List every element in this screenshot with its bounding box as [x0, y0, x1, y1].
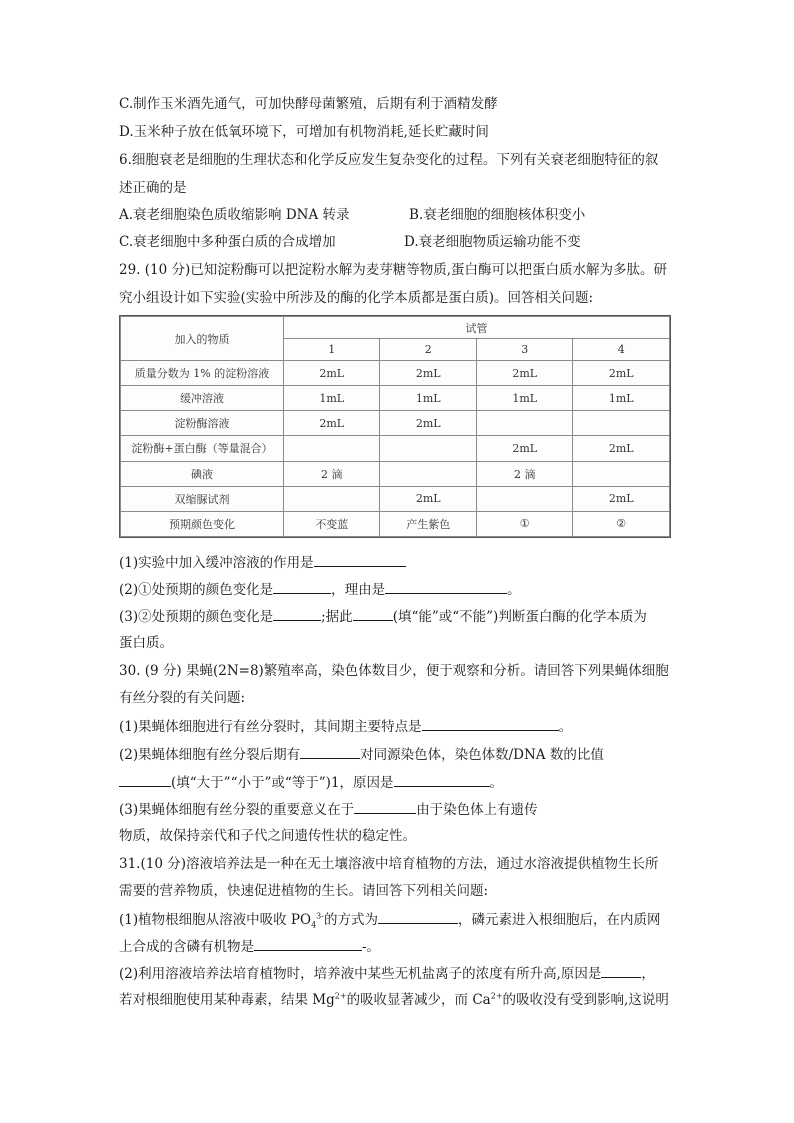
answer-blank[interactable]	[273, 607, 321, 621]
q30-part1-text: (1)果蝇体细胞进行有丝分裂时，其间期主要特点是	[119, 719, 422, 735]
table-row	[121, 486, 670, 511]
q31-part1-text: ，磷元素进入根细胞后，在内质网	[457, 912, 661, 928]
table-cell: 2mL	[476, 361, 572, 386]
answer-blank[interactable]	[353, 607, 393, 621]
q30-part3-text: 由于染色体上有遗传	[416, 802, 538, 818]
table-cell: 2mL	[476, 436, 572, 461]
answer-blank[interactable]	[385, 580, 507, 594]
q29-part3-text: (填“能”或“不能”)判断蛋白酶的化学本质为	[392, 609, 647, 625]
q29-part2	[119, 580, 521, 599]
superscript: 3-	[316, 911, 324, 921]
q31-part2-text: 的吸收没有受到影响,这说明	[502, 992, 669, 1008]
q31-part1-cont	[119, 937, 380, 956]
q29-stem-line2: 究小组设计如下实验(实验中所涉及的酶的化学本质都是蛋白质)。回答相关问题:	[119, 290, 594, 306]
table-row	[121, 511, 670, 536]
table-cell: 2mL	[284, 361, 380, 386]
q31-part2-text: (2)利用溶液培养法培育植物时，培养液中某些无机盐离子的浓度有所升高,原因是	[119, 966, 602, 982]
q31-stem-line2: 需要的营养物质，快速促进植物的生长。请回答下列相关问题:	[119, 883, 489, 899]
table-cell	[573, 461, 670, 486]
table-cell: 2mL	[573, 436, 670, 461]
table-cell: 不变蓝	[284, 511, 380, 536]
q30-part3	[119, 800, 538, 819]
table-cell: 2 滴	[284, 461, 380, 486]
q29-part3	[119, 607, 647, 626]
tube-header: 3	[476, 339, 572, 361]
q30-part1	[119, 717, 572, 736]
q31-part1-text: 的方式为	[323, 912, 378, 928]
q29-part3-text: ;据此	[321, 609, 353, 625]
answer-blank[interactable]	[394, 773, 490, 787]
table-cell: ②	[573, 511, 670, 536]
q29-part1-text: (1)实验中加入缓冲溶液的作用是	[119, 555, 314, 571]
answer-blank[interactable]	[354, 800, 416, 814]
row-label: 质量分数为 1% 的淀粉溶液	[121, 361, 284, 386]
answer-blank[interactable]	[119, 773, 171, 787]
subscript: 4	[311, 920, 317, 930]
answer-blank[interactable]	[378, 910, 458, 924]
q31-part2-text: 的吸收显著减少，而 Ca	[346, 992, 491, 1008]
table-corner-label: 加入的物质	[121, 317, 284, 361]
table-cell: 1mL	[380, 386, 476, 411]
table-cell: 2mL	[380, 411, 476, 436]
table-row	[121, 386, 670, 411]
table-group-header: 试管	[284, 317, 670, 339]
table-cell: ①	[476, 511, 572, 536]
q29-part3-text: (3)②处预期的颜色变化是	[119, 609, 274, 625]
q30-part2-text: 对同源染色体，染色体数/DNA 数的比值	[360, 747, 604, 763]
q6-option-d: D.衰老细胞物质运输功能不变	[404, 234, 581, 250]
q31-part2-text: ，	[641, 966, 655, 982]
q29-part2-text: (2)①处预期的颜色变化是	[119, 582, 274, 598]
q30-part2-text: (填“大于”“小于”或“等于”)1，原因是	[171, 775, 394, 791]
row-label: 双缩脲试剂	[121, 486, 284, 511]
q29-part2-text: 。	[507, 582, 521, 598]
tube-header: 4	[573, 339, 670, 361]
answer-blank[interactable]	[273, 580, 331, 594]
q31-part1	[119, 910, 660, 929]
option-c: C.制作玉米酒先通气，可加快酵母菌繁殖，后期有利于酒精发酵	[119, 96, 498, 112]
q6-stem-line2: 述正确的是	[119, 180, 187, 196]
q29-part3-cont: 蛋白质。	[119, 635, 173, 651]
table-cell: 2mL	[573, 361, 670, 386]
answer-blank[interactable]	[300, 745, 360, 759]
table-row	[121, 436, 670, 461]
row-label: 碘液	[121, 461, 284, 486]
q30-part3-text: (3)果蝇体细胞有丝分裂的重要意义在于	[119, 802, 355, 818]
table-cell: 2 滴	[476, 461, 572, 486]
row-label: 淀粉酶+蛋白酶（等量混合）	[121, 436, 284, 461]
q31-part2	[119, 964, 655, 983]
answer-blank[interactable]	[422, 717, 559, 731]
q30-part3-cont: 物质，故保持亲代和子代之间遗传性状的稳定性。	[119, 828, 416, 844]
q6-stem-line1: 6.细胞衰老是细胞的生理状态和化学反应发生复杂变化的过程。下列有关衰老细胞特征的叙	[119, 152, 659, 168]
superscript: 2+	[334, 991, 347, 1001]
table-row	[121, 361, 670, 386]
q6-option-c: C.衰老细胞中多种蛋白质的合成增加	[119, 234, 336, 250]
table-cell	[284, 486, 380, 511]
answer-blank[interactable]	[601, 964, 641, 978]
q6-option-b: B.衰老细胞的细胞核体积变小	[409, 207, 586, 223]
table-cell	[476, 486, 572, 511]
table-row	[121, 461, 670, 486]
row-label: 缓冲溶液	[121, 386, 284, 411]
q30-part2-text: (2)果蝇体细胞有丝分裂后期有	[119, 747, 301, 763]
table-cell: 1mL	[284, 386, 380, 411]
q31-stem-line1: 31.(10 分)溶液培养法是一种在无土壤溶液中培育植物的方法，通过水溶液提供植物生长所	[119, 856, 659, 872]
q30-part2-text: 。	[489, 775, 504, 791]
row-label: 预期颜色变化	[121, 511, 284, 536]
q29-stem-line1: 29. (10 分)已知淀粉酶可以把淀粉水解为麦芽糖等物质,蛋白酶可以把蛋白质水解为多肽。研	[119, 262, 668, 278]
q31-part1-text: -。	[362, 939, 381, 955]
q30-stem-line2: 有丝分裂的有关问题:	[119, 690, 246, 706]
table-cell: 2mL	[380, 361, 476, 386]
experiment-table	[119, 315, 671, 538]
table-row	[121, 411, 670, 436]
q30-part1-text: 。	[558, 719, 573, 735]
table-cell	[380, 436, 476, 461]
table-cell	[380, 461, 476, 486]
table-cell	[573, 411, 670, 436]
q30-stem-line1: 30. (9 分) 果蝇(2N=8)繁殖率高，染色体数目少，便于观察和分析。请回答下列果蝇体细胞	[119, 663, 669, 679]
q31-part2-cont	[119, 991, 669, 1009]
table-cell: 1mL	[476, 386, 572, 411]
superscript: 2+	[490, 991, 503, 1001]
q31-part1-text: (1)植物根细胞从溶液中吸收 PO	[119, 912, 312, 928]
q30-part2	[119, 745, 604, 764]
answer-blank[interactable]	[254, 937, 362, 951]
tube-header: 1	[284, 339, 380, 361]
table-cell: 2mL	[573, 486, 670, 511]
table-cell: 产生紫色	[380, 511, 476, 536]
q30-part2-cont	[119, 773, 503, 792]
q31-part1-text: 上合成的含磷有机物是	[119, 939, 254, 955]
table-cell: 1mL	[573, 386, 670, 411]
answer-blank[interactable]	[314, 553, 406, 567]
table-cell: 2mL	[380, 486, 476, 511]
table-cell: 2mL	[284, 411, 380, 436]
q31-part2-text: 若对根细胞使用某种毒素，结果 Mg	[119, 992, 335, 1008]
q29-part1	[119, 553, 406, 572]
q29-part2-text: ，理由是	[331, 582, 386, 598]
option-d: D.玉米种子放在低氧环境下，可增加有机物消耗,延长贮藏时间	[119, 124, 489, 140]
table-cell	[476, 411, 572, 436]
table-cell	[284, 436, 380, 461]
q6-option-a: A.衰老细胞染色质收缩影响 DNA 转录	[119, 207, 350, 223]
tube-header: 2	[380, 339, 476, 361]
row-label: 淀粉酶溶液	[121, 411, 284, 436]
